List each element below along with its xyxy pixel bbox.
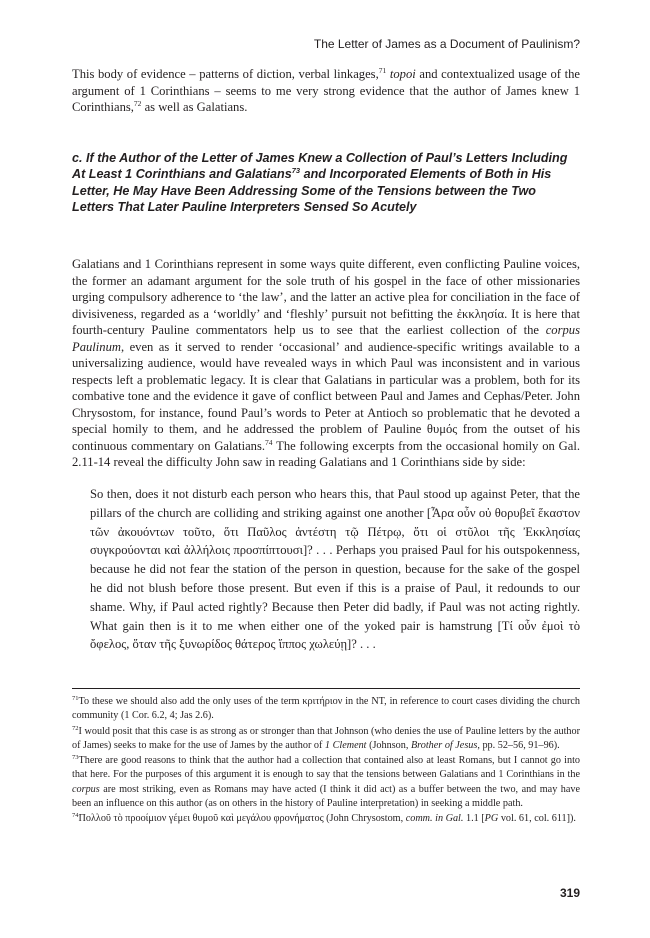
footnote-text: There are good reasons to think that the author had a collection that contained also at least Romans, but I cannot go into that here. For the purposes of this argument it is enough to say that the tensions between Galatians and 1 Corinthians in the [72, 755, 580, 781]
heading-run: c. If the Author of the Letter of James Knew a Collection of Paul’s Letters Including At Least 1 Corinthians and Galatians [72, 151, 568, 182]
footnote-text: are most striking, even as Romans may have acted (I think it did act) as a buffer between the two, and may have been an influence on this author (as on others in the history of Pauline interpretation) in seeking a middle path. [72, 783, 580, 810]
section-heading [72, 150, 572, 215]
italic-term: corpus Paulinum [72, 323, 580, 354]
text-run: This body of evidence – patterns of diction, verbal linkages, [72, 67, 379, 81]
text-run: The following excerpts from the occasional homily on Gal. 2.11-14 reveal the difficulty John saw in reading Galatians and 1 Corinthians side by side: [72, 438, 580, 469]
footnote-number: 71 [72, 695, 79, 702]
footnote-text: Πολλοῦ τὸ προοίμιον γέμει θυμοῦ καὶ μεγάλου φρονήματος (John Chrysostom, [78, 813, 406, 825]
italic-title: 1 Clement [324, 739, 367, 751]
footnote-ref-71[interactable]: 71 [378, 66, 387, 75]
chrysostom-quotation: So then, does it not disturb each person who hears this, that Paul stood up against Peter, that the pillars of the church are colliding and striking against one another [Ἆρα οὖν οὐ θορυβεῖ ἕκαστον τῶν ἀκουόντων τοῦτο, ὅτι Παῦλος ἀντέστη τῷ Πέτρῳ, ὅτι οἱ στῦλοι τῆς Ἐκκλησίας συγκρούονται καὶ ἀλλήλοις προσπίπτουσι]? . . . Perhaps you praised Paul for his outspokenness, because he did not fear the station of the person in question, because for the sake of the gospel he did not blush before those present. But even if this is a praise of Paul, it redounds to our shame. Why, if Paul acted rightly? Because then Peter did badly, if Paul was not acting rightly. What gain then is it to me when either one of the yoked pair is hamstrung [Τί οὖν ἐμοὶ τὸ ὄφελος, ὅταν τῆς ξυνωρίδος θάτερος ἵππος χωλεύῃ]? . . . [90, 487, 580, 652]
page-number: 319 [559, 886, 580, 900]
footnote-text: (Johnson, [366, 739, 411, 751]
footnote-72 [72, 725, 580, 754]
paragraph-galatians-corinthians [72, 256, 580, 471]
footnote-number: 72 [72, 724, 79, 732]
footnote-number: 74 [72, 812, 79, 820]
footnote-ref-73[interactable]: 73 [291, 166, 301, 176]
text-run: and contextualized usage of the argument of 1 Corinthians – seems to me very strong evidence that the author of James knew 1 Corinthians, [72, 67, 580, 114]
text-run: as well as Galatians. [141, 100, 248, 114]
footnote-text: I would posit that this case is as strong as or stronger than that Johnson (who denies the use of Pauline letters by the author of James) seeks to make for the use of James by the author of [72, 725, 580, 751]
footnotes [72, 695, 580, 828]
footnote-ref-74[interactable]: 74 [265, 437, 273, 447]
italic-title: Brother of Jesus [410, 739, 478, 751]
footnote-71 [72, 695, 580, 724]
footnote-73 [72, 754, 580, 811]
footnote-number: 73 [72, 754, 79, 762]
italic-term: corpus [72, 783, 100, 795]
italic-title: PG [484, 813, 499, 825]
running-head: The Letter of James as a Document of Paulinism? [313, 37, 580, 51]
footnote-74 [72, 812, 580, 826]
paragraph-evidence [72, 66, 580, 116]
footnote-ref-72[interactable]: 72 [133, 99, 142, 108]
footnote-text: , pp. 52–56, 91–96). [477, 739, 560, 751]
footnote-text: vol. 61, col. 611]). [498, 813, 576, 825]
heading-run: and Incorporated Elements of Both in His Letter, He May Have Been Addressing Some of the Tensions between the Two Letters That Later Pauline Interpreters Sensed So Acutely [72, 167, 552, 214]
text-run: Galatians and 1 Corinthians represent in some ways quite different, even conflicting Pauline voices, the former an adamant argument for the sole truth of his gospel in the face of other missionaries urging compulsory adherence to ‘the law’, and the latter an active plea for conciliation in the face of divisiveness, regarded as a ‘worldly’ and ‘fleshly’ pursuit not befitting the ἐκκλησία. It is here that fourth-century Pauline commentators help us to see that the earliest collection of the [72, 257, 580, 337]
italic-term: topoi [389, 67, 416, 81]
footnote-divider [72, 688, 580, 689]
footnote-text: 1.1 [ [463, 813, 485, 825]
text-run: , even as it served to render ‘occasional’ and audience-specific writings available to a universalizing audience, would have revealed ways in which Paul was inconsistent and in various respects left a problematic legacy. It is clear that Galatians in particular was a problem, both for its combative tone and the evidence it gave of conflict between Paul and James and Cephas/Peter. John Chrysostom, for instance, found Paul’s words to Peter at Antioch so problematic that he devoted a special homily to them, and he addressed the problem of Pauline θυμός from the outset of his continuous commentary on Galatians. [72, 339, 580, 453]
footnote-text: To these we should also add the only uses of the term κριτήριον in the NT, in reference to court cases dividing the church community (1 Cor. 6.2, 4; Jas 2.6). [72, 696, 580, 722]
italic-title: comm. in Gal. [405, 813, 464, 825]
